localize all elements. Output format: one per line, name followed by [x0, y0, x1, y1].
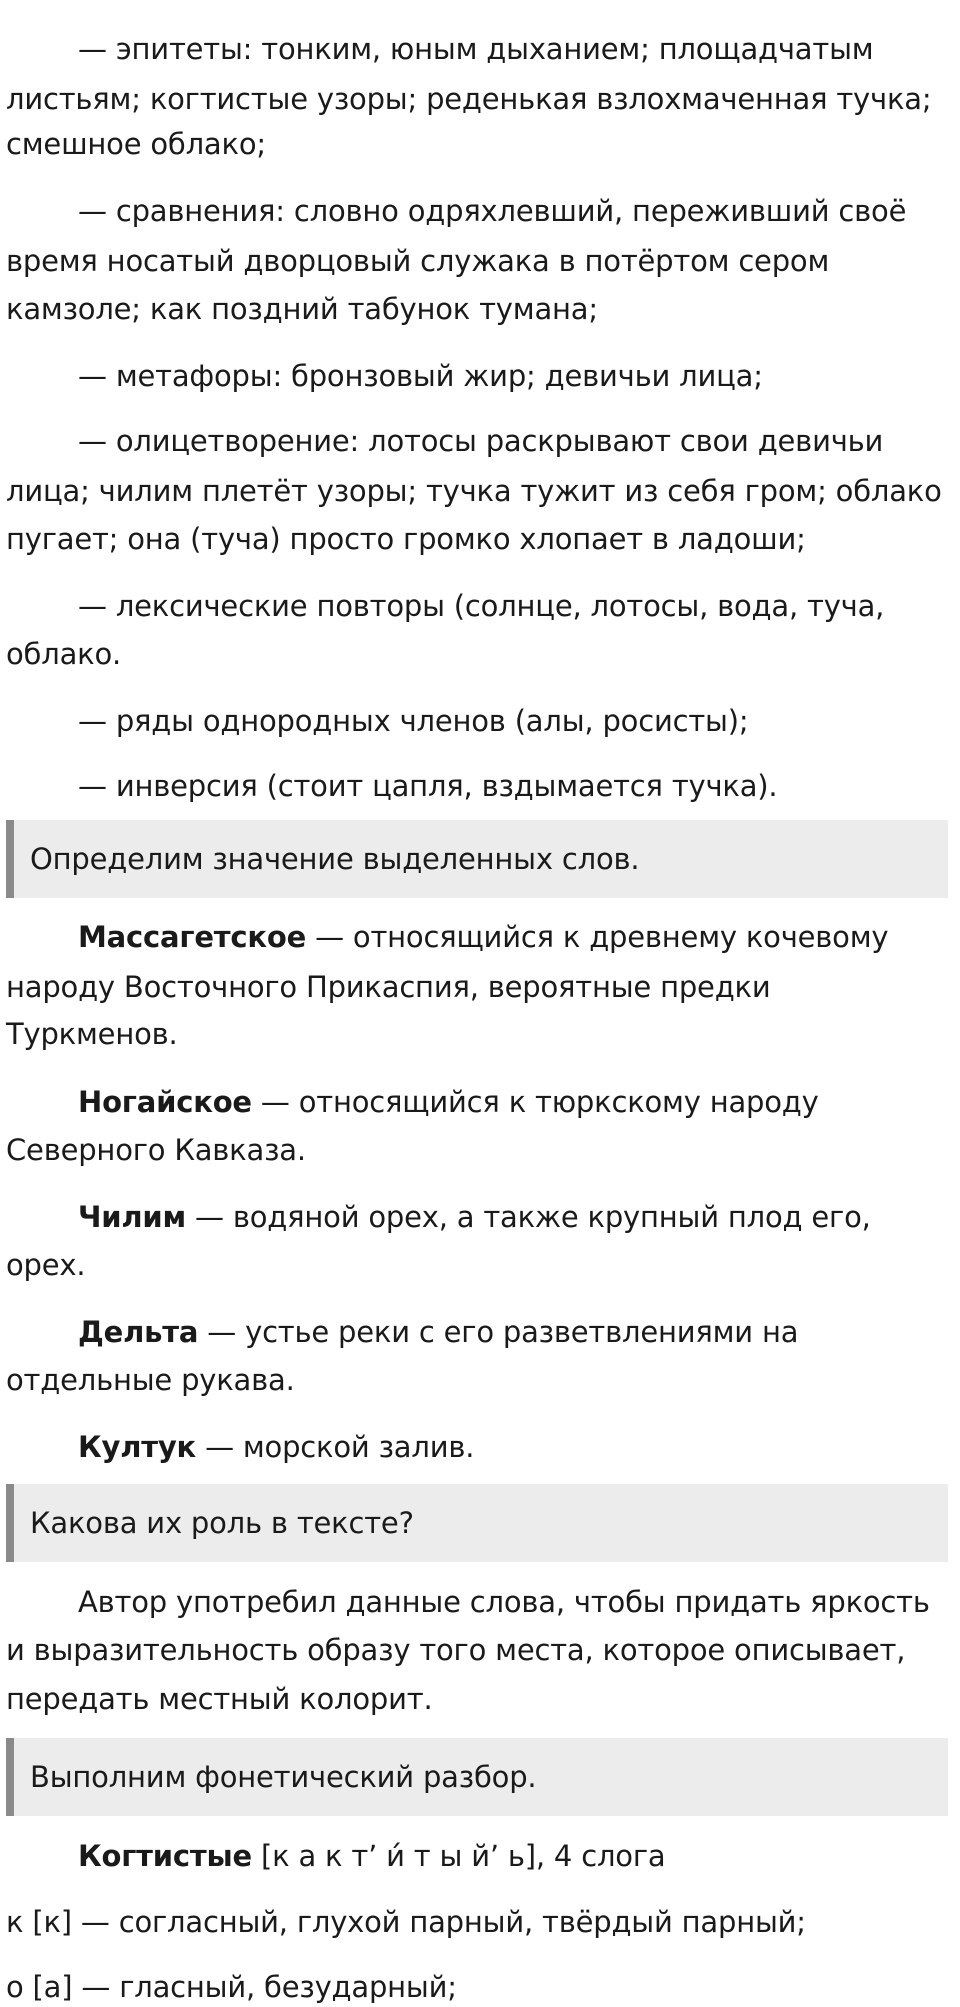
text-line: — эпитеты: тонким, юным дыханием; площадчатым	[78, 32, 874, 66]
glossary-term: Ногайское	[78, 1085, 252, 1119]
glossary-term: Култук	[78, 1430, 197, 1464]
glossary-definition: — устье реки с его разветвлениями на	[198, 1315, 799, 1349]
glossary-term: Чилим	[78, 1200, 187, 1234]
question-text: Выполним фонетический разбор.	[30, 1760, 537, 1794]
text-line: листьям; когтистые узоры; реденькая взлохмаченная тучка;	[6, 82, 932, 116]
question-text: Определим значение выделенных слов.	[30, 842, 640, 876]
text-line: лица; чилим плетёт узоры; тучка тужит из себя гром; облако	[6, 474, 942, 508]
text-line: — инверсия (стоит цапля, вздымается тучка).	[78, 769, 778, 803]
text-line: — сравнения: словно одряхлевший, переживший своё	[78, 194, 907, 228]
question-box	[6, 820, 948, 898]
text-line: и выразительность образу того места, которое описывает,	[6, 1633, 906, 1667]
text-line: облако.	[6, 637, 122, 671]
text-line: пугает; она (туча) просто громко хлопает в ладоши;	[6, 522, 806, 556]
text-line: Автор употребил данные слова, чтобы придать яркость	[78, 1585, 930, 1619]
phonetic-header	[78, 1836, 665, 1876]
glossary-definition: — относящийся к тюркскому народу	[251, 1085, 819, 1119]
text-line: камзоле; как поздний табунок тумана;	[6, 292, 598, 326]
text-line: Северного Кавказа.	[6, 1133, 306, 1167]
text-line: народу Восточного Прикаспия, вероятные предки	[6, 970, 771, 1004]
sound-line: о [а] — гласный, безударный;	[6, 1970, 457, 2004]
text-line: орех.	[6, 1248, 86, 1282]
text-line: время носатый дворцовый служака в потёртом сером	[6, 244, 830, 278]
text-line: — олицетворение: лотосы раскрывают свои девичьи	[78, 424, 884, 458]
question-box	[6, 1738, 948, 1816]
glossary-definition: — морской залив.	[196, 1430, 475, 1464]
text-line: смешное облако;	[6, 127, 266, 161]
text-line: передать местный колорит.	[6, 1682, 433, 1716]
text-line: — ряды однородных членов (алы, росисты);	[78, 704, 749, 738]
text-line: — метафоры: бронзовый жир; девичьи лица;	[78, 359, 763, 393]
question-text: Какова их роль в тексте?	[30, 1506, 414, 1540]
phonetic-word: Когтистые	[78, 1839, 252, 1873]
glossary-definition: — относящийся к древнему кочевому	[306, 920, 889, 954]
glossary-term: Массагетское	[78, 920, 307, 954]
glossary-line	[78, 1197, 871, 1237]
text-line: отдельные рукава.	[6, 1363, 295, 1397]
question-box	[6, 1484, 948, 1562]
glossary-term: Дельта	[78, 1315, 199, 1349]
text-line: — лексические повторы (солнце, лотосы, вода, туча,	[78, 589, 885, 623]
glossary-definition: — водяной орех, а также крупный плод его,	[186, 1200, 871, 1234]
glossary-line	[78, 917, 888, 957]
glossary-line	[78, 1312, 798, 1352]
phonetic-transcription: [к а к т’ и́ т ы й’ ь], 4 слога	[252, 1839, 666, 1873]
text-line: Туркменов.	[6, 1017, 178, 1051]
glossary-line	[78, 1082, 819, 1122]
glossary-line	[78, 1427, 474, 1467]
sound-line: к [к] — согласный, глухой парный, твёрдый парный;	[6, 1905, 806, 1939]
